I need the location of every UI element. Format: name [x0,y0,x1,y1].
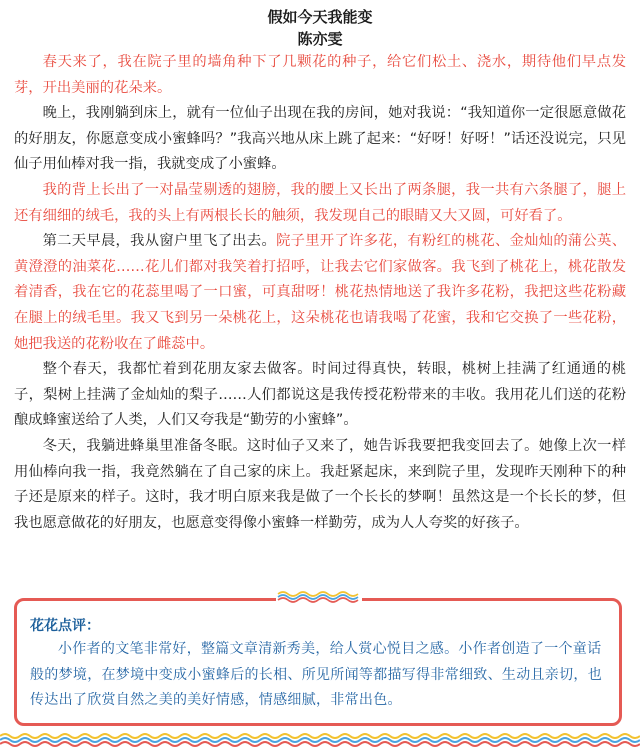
essay-body [14,50,626,536]
comment-box [14,598,622,726]
highlighted-text: 我的背上长出了一对晶莹剔透的翅膀，我的腰上又长出了两条腿，我一共有六条腿了，腿上还有细细的绒毛，我的头上有两根长长的触须，我发现自己的眼睛又大又圆，可好看了。 [14,181,626,224]
paragraph-6 [14,434,626,536]
article-title: 假如今天我能变 [267,8,373,26]
plain-text: 第二天早晨，我从窗户里飞了出去。 [42,233,277,250]
paragraph-5 [14,357,626,434]
paragraph-1 [14,50,626,101]
bottom-wave-border-icon [0,730,640,750]
paragraph-4 [14,229,626,357]
highlighted-text: 院子里开了许多花，有粉红的桃花、金灿灿的蒲公英、黄澄澄的油菜花……花儿们都对我笑着打招呼，让我去它们家做客。我飞到了桃花上，桃花散发着清香，我在它的花蕊里喝了一口蜜，可真甜呀！桃花热情地送了我许多花粉，我把这些花粉藏在腿上的绒毛里。我又飞到另一朵桃花上，这朵桃花也请我喝了花蜜，我和它交换了一些花粉，她把我送的花粉收在了雌蕊中。 [14,233,627,352]
highlighted-text: 春天来了，我在院子里的墙角种下了几颗花的种子，给它们松土、浇水，期待他们早点发芽，开出美丽的花朵来。 [14,54,626,96]
plain-text: 整个春天，我都忙着到花朋友家去做客。时间过得真快，转眼，桃树上挂满了红通通的桃子，梨树上挂满了金灿灿的梨子……人们都说这是我传授花粉带来的丰收。我用花儿们送的花粉酿成蜂蜜送给了人类，人们又夸我是“勤劳的小蜜蜂”。 [14,361,626,429]
paragraph-2 [14,101,626,178]
comment-text: 小作者的文笔非常好，整篇文章清新秀美，给人赏心悦目之感。小作者创造了一个童话般的梦境，在梦境中变成小蜜蜂后的长相、所见所闻等都描写得非常细致、生动且亲切，也传达出了欣赏自然之美的美好情感，情感细腻，非常出色。 [30,641,602,708]
plain-text: 冬天，我躺进蜂巢里准备冬眠。这时仙子又来了，她告诉我要把我变回去了。她像上次一样用仙棒向我一指，我竟然躺在了自己家的床上。我赶紧起床，来到院子里，发现昨天刚种下的种子还是原来的样子。这时，我才明白原来我是做了一个长长的梦啊！虽然这是一个长长的梦，但我也愿意做花的好朋友，也愿意变得像小蜜蜂一样勤劳，成为人人夸奖的好孩子。 [14,437,626,531]
wave-ornament-icon [276,589,362,603]
paragraph-3 [14,178,626,229]
comment-heading: 花花点评： [30,618,100,634]
article-author: 陈亦雯 [297,30,343,48]
plain-text: 晚上，我刚躺到床上，就有一位仙子出现在我的房间，她对我说：“我知道你一定很愿意做花的好朋友，你愿意变成小蜜蜂吗？”我高兴地从床上跳了起来：“好呀！好呀！”话还没说完，只见仙子用仙棒对我一指，我就变成了小蜜蜂。 [14,105,626,173]
